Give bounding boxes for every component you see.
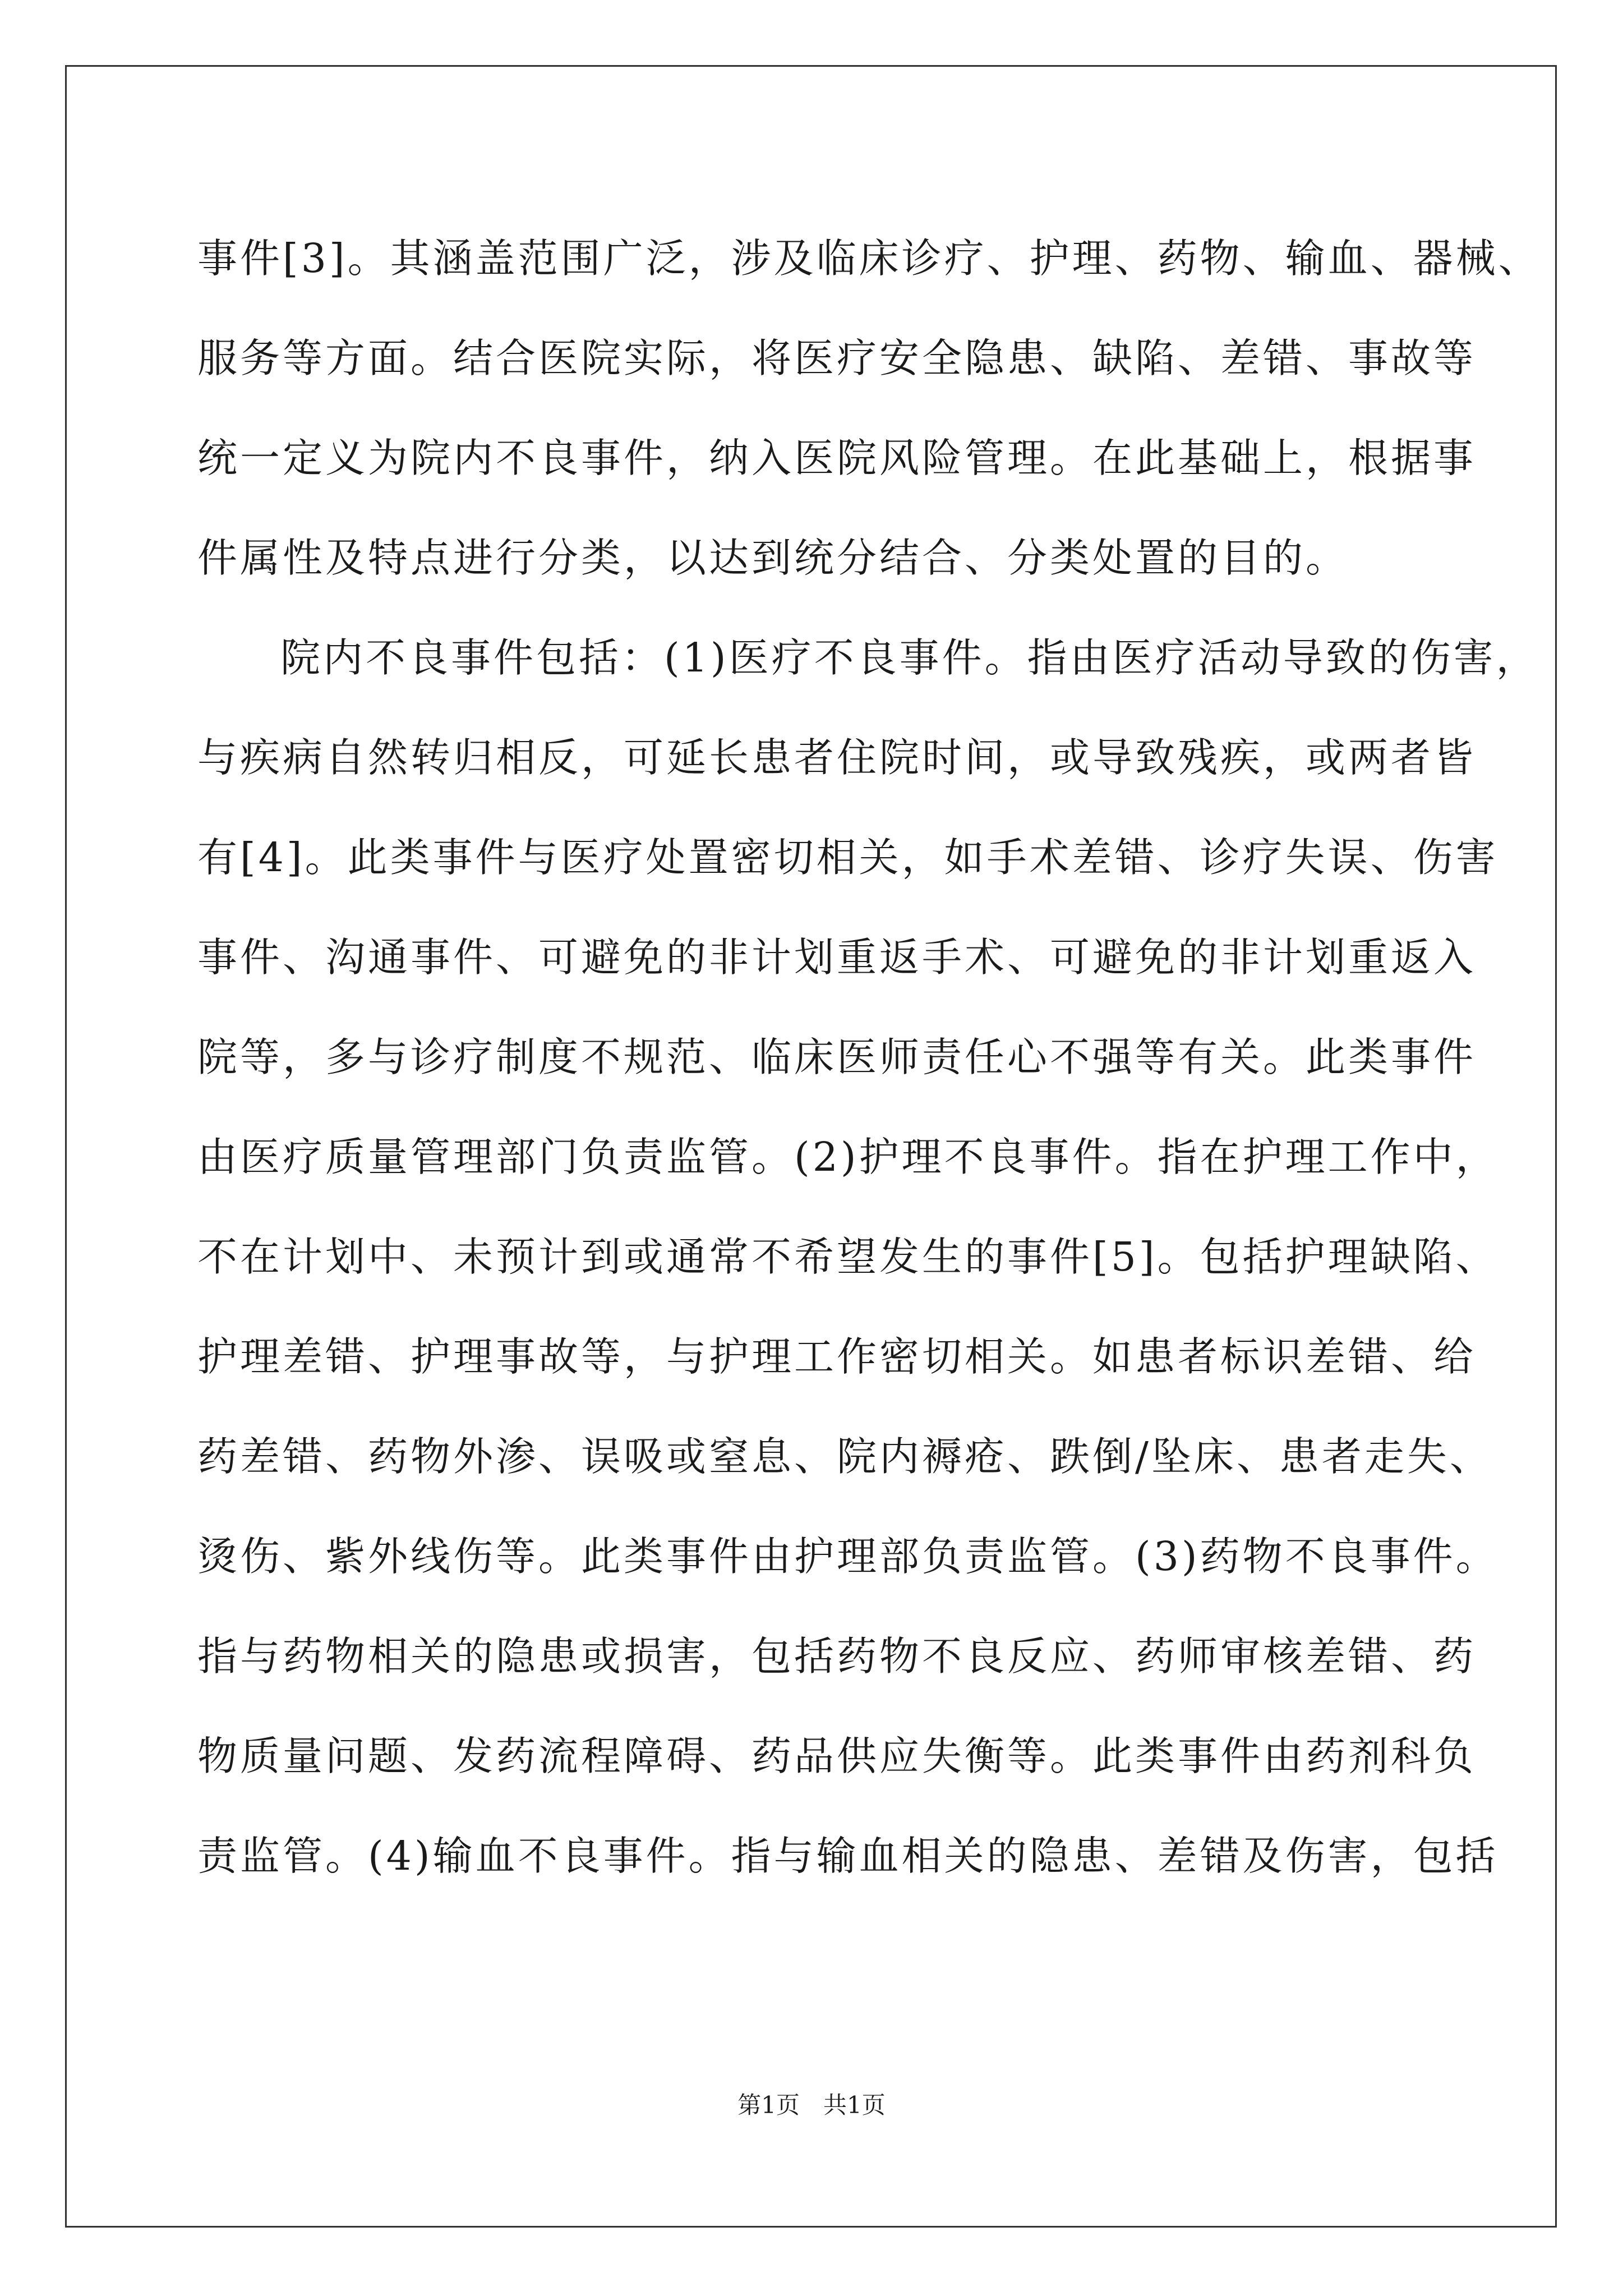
text-line: 指与药物相关的隐患或损害，包括药物不良反应、药师审核差错、药: [197, 1633, 1477, 1680]
paragraph-start-line: 院内不良事件包括：(1)医疗不良事件。指由医疗活动导致的伤害，: [280, 634, 1539, 681]
page-footer: 第1页 共1页: [737, 2091, 886, 2119]
text-line: 与疾病自然转归相反，可延长患者住院时间，或导致残疾，或两者皆: [197, 734, 1477, 781]
text-line: 护理差错、护理事故等，与护理工作密切相关。如患者标识差错、给: [197, 1333, 1477, 1380]
text-line: 责监管。(4)输血不良事件。指与输血相关的隐患、差错及伤害，包括: [197, 1833, 1498, 1879]
text-line: 由医疗质量管理部门负责监管。(2)护理不良事件。指在护理工作中，: [197, 1134, 1498, 1180]
text-line: 不在计划中、未预计到或通常不希望发生的事件[5]。包括护理缺陷、: [197, 1234, 1498, 1280]
document-body: [197, 209, 1541, 1906]
text-line: 统一定义为院内不良事件，纳入医院风险管理。在此基础上，根据事: [197, 435, 1477, 481]
text-line: 事件、沟通事件、可避免的非计划重返手术、可避免的非计划重返入: [197, 934, 1477, 981]
text-line: 烫伤、紫外线伤等。此类事件由护理部负责监管。(3)药物不良事件。: [197, 1533, 1498, 1580]
text-line: 事件[3]。其涵盖范围广泛，涉及临床诊疗、护理、药物、输血、器械、: [197, 235, 1541, 282]
text-line: 药差错、药物外渗、误吸或窒息、院内褥疮、跌倒/坠床、患者走失、: [197, 1433, 1492, 1480]
text-line: 有[4]。此类事件与医疗处置密切相关，如手术差错、诊疗失误、伤害: [197, 834, 1498, 881]
text-line: 服务等方面。结合医院实际，将医疗安全隐患、缺陷、差错、事故等: [197, 335, 1477, 381]
text-line: 物质量问题、发药流程障碍、药品供应失衡等。此类事件由药剂科负: [197, 1733, 1477, 1779]
text-line: 院等，多与诊疗制度不规范、临床医师责任心不强等有关。此类事件: [197, 1034, 1477, 1080]
text-line: 件属性及特点进行分类，以达到统分结合、分类处置的目的。: [197, 535, 1349, 581]
